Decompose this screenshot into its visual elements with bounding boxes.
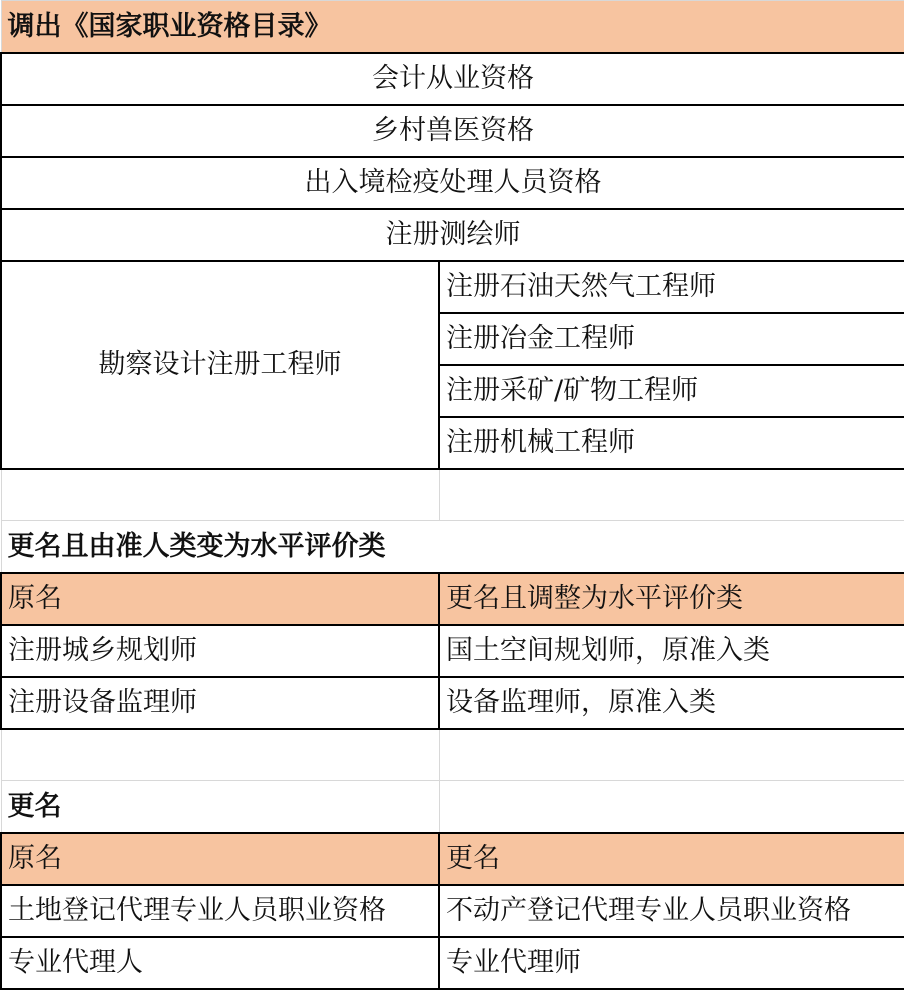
original-name-cell[interactable]: 专业代理人 [1, 937, 439, 989]
table-row [1, 53, 904, 105]
table-row [1, 157, 904, 209]
removed-item-cell[interactable]: 乡村兽医资格 [1, 105, 904, 157]
empty-cell[interactable] [439, 729, 904, 781]
column-header-renamed[interactable]: 更名 [439, 833, 904, 885]
renamed-cell[interactable]: 不动产登记代理专业人员职业资格 [439, 885, 904, 937]
empty-cell[interactable] [1, 729, 439, 781]
renamed-cell[interactable]: 国土空间规划师，原准入类 [439, 625, 904, 677]
empty-row [1, 469, 904, 521]
empty-cell[interactable] [439, 781, 904, 833]
column-header-original-name[interactable]: 原名 [1, 573, 439, 625]
group-item-cell[interactable]: 注册机械工程师 [439, 417, 904, 469]
column-header-original-name[interactable]: 原名 [1, 833, 439, 885]
table-row [1, 625, 904, 677]
table-row [1, 885, 904, 937]
removed-item-cell[interactable]: 会计从业资格 [1, 53, 904, 105]
section3-header-row [1, 833, 904, 885]
group-item-cell[interactable]: 注册石油天然气工程师 [439, 261, 904, 313]
renamed-cell[interactable]: 专业代理师 [439, 937, 904, 989]
table-row [1, 209, 904, 261]
removed-item-cell[interactable]: 出入境检疫处理人员资格 [1, 157, 904, 209]
table-row [1, 937, 904, 989]
empty-row [1, 729, 904, 781]
section3-title-row [1, 781, 904, 833]
section3-title-cell[interactable]: 更名 [1, 781, 439, 833]
original-name-cell[interactable]: 土地登记代理专业人员职业资格 [1, 885, 439, 937]
section1-title-cell[interactable]: 调出《国家职业资格目录》 [1, 1, 904, 53]
table-row [1, 105, 904, 157]
table-row [1, 261, 904, 313]
original-name-cell[interactable]: 注册城乡规划师 [1, 625, 439, 677]
section2-title-row [1, 521, 904, 573]
empty-cell[interactable] [1, 469, 439, 521]
removed-item-cell[interactable]: 注册测绘师 [1, 209, 904, 261]
section1-title-row [1, 1, 904, 53]
group-label-cell[interactable]: 勘察设计注册工程师 [1, 261, 439, 469]
group-item-cell[interactable]: 注册冶金工程师 [439, 313, 904, 365]
section2-header-row [1, 573, 904, 625]
section2-title-cell[interactable]: 更名且由准人类变为水平评价类 [1, 521, 904, 573]
empty-cell[interactable] [439, 469, 904, 521]
table-row [1, 677, 904, 729]
original-name-cell[interactable]: 注册设备监理师 [1, 677, 439, 729]
column-header-renamed[interactable]: 更名且调整为水平评价类 [439, 573, 904, 625]
group-item-cell[interactable]: 注册采矿/矿物工程师 [439, 365, 904, 417]
renamed-cell[interactable]: 设备监理师，原准入类 [439, 677, 904, 729]
